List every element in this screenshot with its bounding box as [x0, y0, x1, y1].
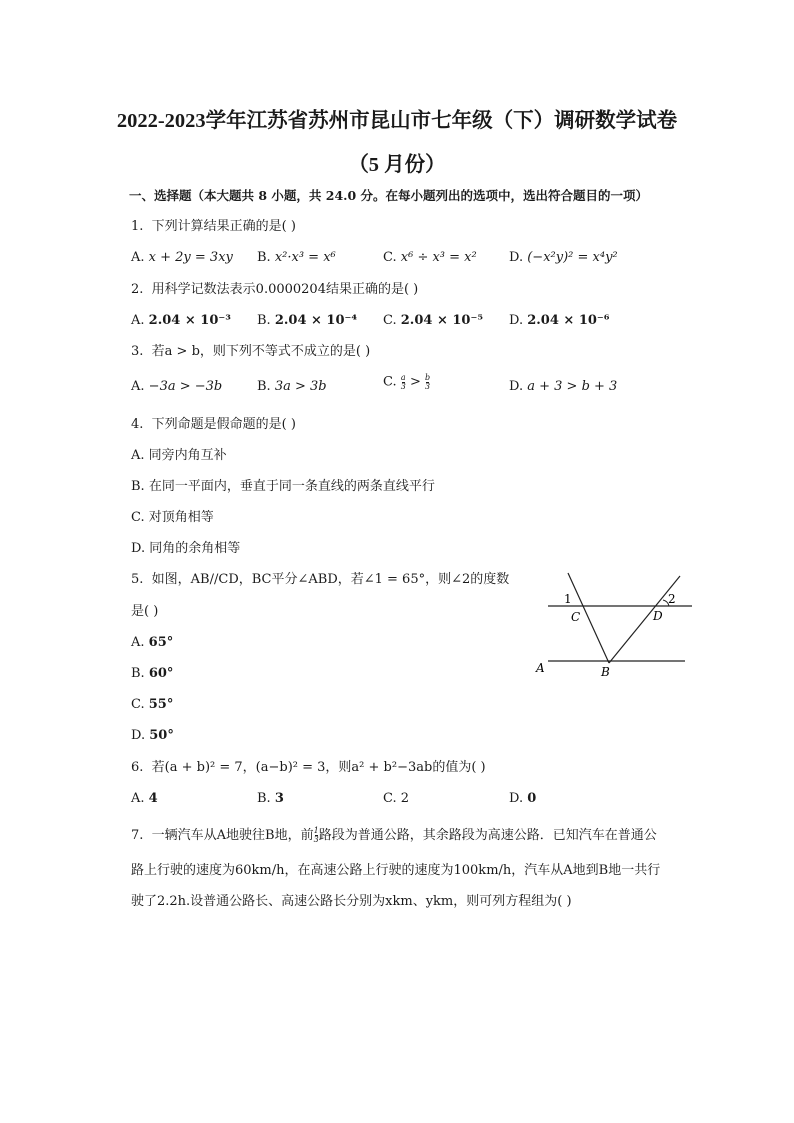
- option-text: (−x²y)² = x⁴y²: [527, 250, 618, 265]
- gt-sign: >: [405, 374, 426, 390]
- option-text: 50°: [149, 728, 174, 743]
- question-number: 7.: [131, 828, 144, 843]
- question-stem: 下列计算结果正确的是( ): [151, 219, 296, 234]
- angle-1-label: 1: [564, 592, 572, 606]
- option-text: 同角的余角相等: [149, 541, 241, 556]
- option-label: A.: [131, 448, 145, 463]
- option-d[interactable]: [509, 791, 536, 807]
- question-5-cont: 是( ): [131, 604, 159, 619]
- option-label: D.: [509, 250, 524, 265]
- option-text: 65°: [148, 635, 174, 650]
- question-number: 2.: [131, 282, 144, 297]
- question-6: [131, 760, 486, 776]
- exam-title: 2022-2023学年江苏省苏州市昆山市七年级（下）调研数学试卷: [116, 110, 678, 132]
- option-d[interactable]: [509, 379, 617, 395]
- option-label: B.: [131, 666, 145, 681]
- question-1: [131, 219, 296, 235]
- question-3: [131, 344, 370, 360]
- option-d[interactable]: [509, 313, 610, 329]
- point-a-label: A: [536, 661, 545, 675]
- option-b[interactable]: [257, 379, 327, 395]
- option-c[interactable]: [383, 374, 430, 391]
- option-a[interactable]: [131, 379, 222, 395]
- option-label: C.: [131, 510, 145, 525]
- question-stem-cont: 路段为普通公路，其余路段为高速公路．已知汽车在普通公: [318, 828, 657, 843]
- option-label: B.: [257, 379, 271, 394]
- option-text: x⁶ ÷ x³ = x²: [400, 250, 477, 265]
- question-number: 3.: [131, 344, 144, 359]
- option-text: 2.04 × 10⁻⁶: [527, 313, 610, 328]
- option-label: C.: [383, 374, 397, 390]
- option-label: C.: [383, 250, 397, 265]
- exam-subtitle: （5 月份）: [348, 154, 446, 176]
- question-4: [131, 417, 296, 433]
- option-c[interactable]: [383, 313, 483, 329]
- option-c[interactable]: [383, 250, 477, 266]
- section-heading: 一、选择题（本大题共 8 小题，共 24.0 分。在每小题列出的选项中，选出符合题目的一项）: [129, 188, 649, 203]
- option-text: 2.04 × 10⁻⁴: [274, 313, 358, 328]
- question-stem: 如图，AB//CD，BC平分∠ABD，若∠1 = 65°，则∠2的度数: [151, 572, 510, 587]
- point-c-label: C: [571, 610, 581, 624]
- question-number: 1.: [131, 219, 144, 234]
- frac-den: 3: [313, 835, 319, 844]
- frac-num: 1: [313, 826, 319, 835]
- option-b[interactable]: [257, 313, 357, 329]
- option-label: B.: [257, 791, 271, 806]
- option-text: 60°: [148, 666, 174, 681]
- option-label: B.: [257, 313, 271, 328]
- question-number: 4.: [131, 417, 144, 432]
- option-a[interactable]: [131, 313, 231, 329]
- option-text: 同旁内角互补: [148, 448, 227, 463]
- option-text: 2.04 × 10⁻⁵: [400, 313, 484, 328]
- question-5: [131, 572, 509, 588]
- option-text: 对顶角相等: [148, 510, 214, 525]
- option-a[interactable]: [131, 791, 158, 807]
- option-label: D.: [509, 791, 524, 806]
- option-text: 0: [527, 791, 537, 806]
- question-2: [131, 282, 418, 298]
- question-stem: 若a > b，则下列不等式不成立的是( ): [151, 344, 371, 359]
- transversal-bd: [609, 576, 680, 663]
- option-label: D.: [509, 379, 524, 394]
- frac-den: 3: [400, 382, 406, 391]
- option-label: C.: [383, 313, 397, 328]
- question-stem: 若(a + b)² = 7，(a−b)² = 3，则a² + b²−3ab的值为( ): [151, 760, 486, 775]
- option-text: 在同一平面内，垂直于同一条直线的两条直线平行: [148, 479, 435, 494]
- option-label: A.: [131, 635, 145, 650]
- frac-num: a: [400, 373, 406, 382]
- question-7-line2: 路上行驶的速度为60km/h，在高速公路上行驶的速度为100km/h，汽车从A地到B地一共行: [131, 863, 661, 878]
- point-b-label: B: [601, 665, 610, 679]
- option-c[interactable]: [131, 510, 214, 526]
- frac-num: b: [425, 373, 431, 382]
- option-text: x + 2y = 3xy: [148, 250, 233, 265]
- option-label: D.: [131, 728, 146, 743]
- option-a[interactable]: [131, 448, 227, 464]
- option-label: A.: [131, 313, 145, 328]
- option-a[interactable]: [131, 250, 233, 266]
- option-text: a + 3 > b + 3: [527, 379, 618, 394]
- option-text: x²·x³ = x⁶: [274, 250, 336, 265]
- option-b[interactable]: [131, 666, 173, 682]
- option-label: A.: [131, 791, 145, 806]
- option-text: 3a > 3b: [274, 379, 327, 394]
- question-stem: 一辆汽车从A地驶往B地，前: [151, 828, 314, 843]
- question-number: 6.: [131, 760, 144, 775]
- frac-den: 3: [425, 382, 431, 391]
- question-number: 5.: [131, 572, 144, 587]
- option-label: B.: [257, 250, 271, 265]
- option-b[interactable]: [257, 250, 336, 266]
- option-label: A.: [131, 250, 145, 265]
- option-b[interactable]: [131, 479, 435, 495]
- point-d-label: D: [653, 609, 663, 623]
- question-7: [131, 827, 657, 844]
- geometry-figure: [530, 568, 700, 683]
- option-d[interactable]: [509, 250, 618, 266]
- option-label: B.: [131, 479, 145, 494]
- option-text: 2.04 × 10⁻³: [148, 313, 231, 328]
- option-c[interactable]: [131, 697, 173, 713]
- option-c[interactable]: [383, 791, 409, 807]
- option-label: C.: [131, 697, 145, 712]
- option-text: 3: [274, 791, 284, 806]
- question-stem: 下列命题是假命题的是( ): [151, 417, 296, 432]
- option-text: 4: [148, 791, 158, 806]
- option-d[interactable]: [131, 541, 240, 557]
- option-b[interactable]: [257, 791, 284, 807]
- option-label: D.: [131, 541, 146, 556]
- option-label: D.: [509, 313, 524, 328]
- option-label: C.: [383, 791, 397, 806]
- option-label: A.: [131, 379, 145, 394]
- option-text: −3a > −3b: [148, 379, 223, 394]
- fraction-b-over-3: [425, 374, 430, 391]
- option-a[interactable]: [131, 635, 173, 651]
- option-text: 2: [400, 791, 410, 806]
- question-7-line3: 驶了2.2h.设普通公路长、高速公路长分别为xkm、ykm，则可列方程组为( ): [131, 894, 572, 909]
- option-d[interactable]: [131, 728, 174, 744]
- option-text: 55°: [148, 697, 174, 712]
- question-stem: 用科学记数法表示0.0000204结果正确的是( ): [151, 282, 419, 297]
- angle-2-label: 2: [668, 592, 676, 606]
